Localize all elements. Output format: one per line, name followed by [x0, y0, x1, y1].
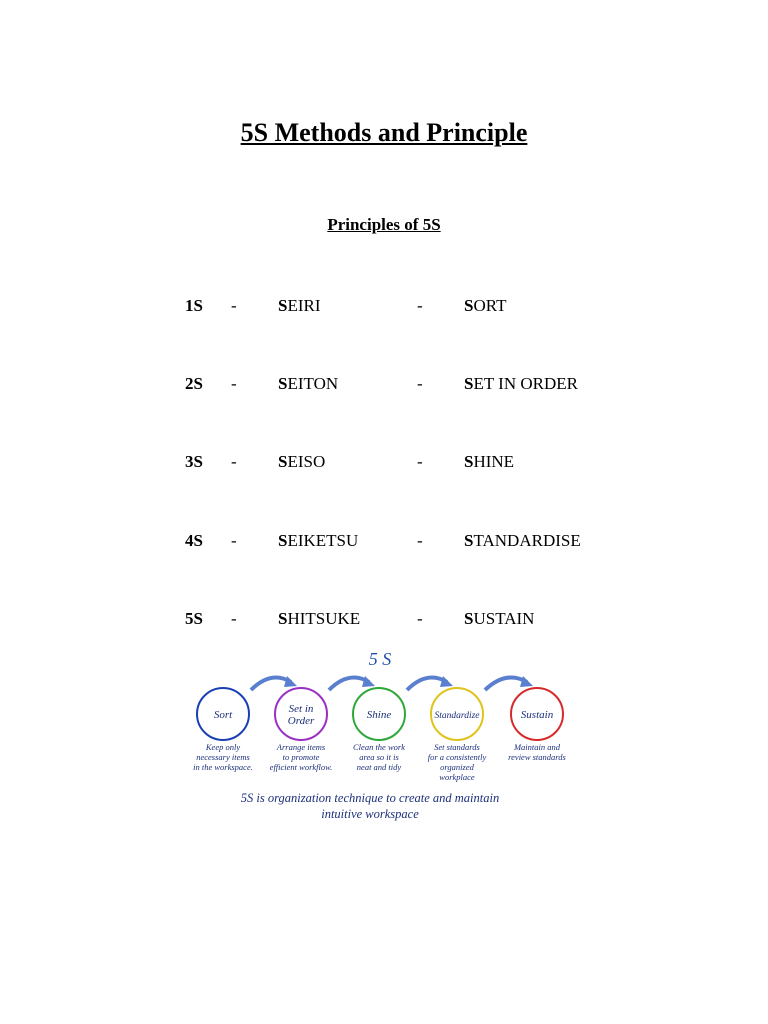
section-subtitle: Principles of 5S: [327, 215, 441, 234]
principle-row-5: [0, 609, 768, 633]
principle-number: 1S: [185, 296, 203, 315]
separator-dash: -: [417, 452, 423, 471]
initial-letter: S: [464, 452, 474, 471]
principle-number: 4S: [185, 531, 203, 550]
initial-letter: S: [464, 296, 474, 315]
5s-diagram-svg: [180, 640, 590, 830]
japanese-term: [278, 609, 360, 629]
step-description: necessary items: [196, 752, 250, 762]
principle-number: 5S: [185, 609, 203, 628]
principle-number: 2S: [185, 374, 203, 393]
step-description: to promote: [282, 752, 320, 762]
term-rest: EIRI: [287, 296, 321, 315]
step-description: Set standards: [434, 742, 480, 752]
step-description: workplace: [439, 772, 475, 782]
initial-letter: S: [464, 374, 474, 393]
step-description: in the workspace.: [193, 762, 253, 772]
term-rest: EISO: [287, 452, 326, 471]
diagram-caption: 5S is organization technique to create and maintain: [240, 791, 500, 805]
separator-dash: -: [231, 296, 237, 315]
step-description: review standards: [508, 752, 566, 762]
diagram-caption: intuitive workspace: [321, 807, 419, 821]
japanese-term: [278, 374, 338, 394]
principle-row-3: [0, 452, 768, 476]
step-description: Keep only: [205, 742, 241, 752]
english-term: [464, 374, 578, 394]
5s-diagram: [180, 640, 590, 830]
principle-row-4: [0, 531, 768, 555]
separator-dash: -: [231, 609, 237, 628]
diagram-heading: 5 S: [368, 649, 392, 669]
initial-letter: S: [278, 296, 288, 315]
initial-letter: S: [278, 374, 288, 393]
separator-dash: -: [417, 296, 423, 315]
english-term: [464, 531, 581, 551]
separator-dash: -: [417, 609, 423, 628]
step-description: for a consistently: [427, 752, 487, 762]
term-rest: HITSUKE: [287, 609, 361, 628]
step-label: Sustain: [520, 709, 554, 721]
term-rest: TANDARDISE: [473, 531, 581, 550]
initial-letter: S: [464, 609, 474, 628]
japanese-term: [278, 452, 325, 472]
step-description: Clean the work: [353, 742, 405, 752]
page-title: 5S Methods and Principle: [240, 118, 528, 147]
initial-letter: S: [278, 452, 288, 471]
step-description: area so it is: [359, 752, 399, 762]
step-label: Order: [287, 715, 315, 727]
separator-dash: -: [231, 374, 237, 393]
term-rest: ET IN ORDER: [473, 374, 578, 393]
step-description: Arrange items: [276, 742, 326, 752]
principle-number: 3S: [185, 452, 203, 471]
flow-arrow-icon: [485, 678, 527, 691]
initial-letter: S: [278, 609, 288, 628]
step-label: Set in: [288, 703, 314, 715]
english-term: [464, 452, 514, 472]
separator-dash: -: [417, 531, 423, 550]
term-rest: ORT: [473, 296, 507, 315]
step-label: Shine: [366, 709, 392, 721]
separator-dash: -: [231, 531, 237, 550]
english-term: [464, 296, 506, 316]
japanese-term: [278, 296, 321, 316]
english-term: [464, 609, 534, 629]
term-rest: EITON: [287, 374, 339, 393]
step-description: efficient workflow.: [269, 762, 333, 772]
step-label: Sort: [213, 709, 233, 721]
initial-letter: S: [464, 531, 474, 550]
principle-row-1: [0, 296, 768, 320]
separator-dash: -: [417, 374, 423, 393]
term-rest: EIKETSU: [287, 531, 359, 550]
step-description: organized: [440, 762, 474, 772]
separator-dash: -: [231, 452, 237, 471]
step-description: neat and tidy: [356, 762, 402, 772]
term-rest: HINE: [473, 452, 515, 471]
step-label: Standardize: [434, 711, 480, 721]
term-rest: USTAIN: [473, 609, 535, 628]
initial-letter: S: [278, 531, 288, 550]
step-description: Maintain and: [513, 742, 561, 752]
principle-row-2: [0, 374, 768, 398]
japanese-term: [278, 531, 358, 551]
